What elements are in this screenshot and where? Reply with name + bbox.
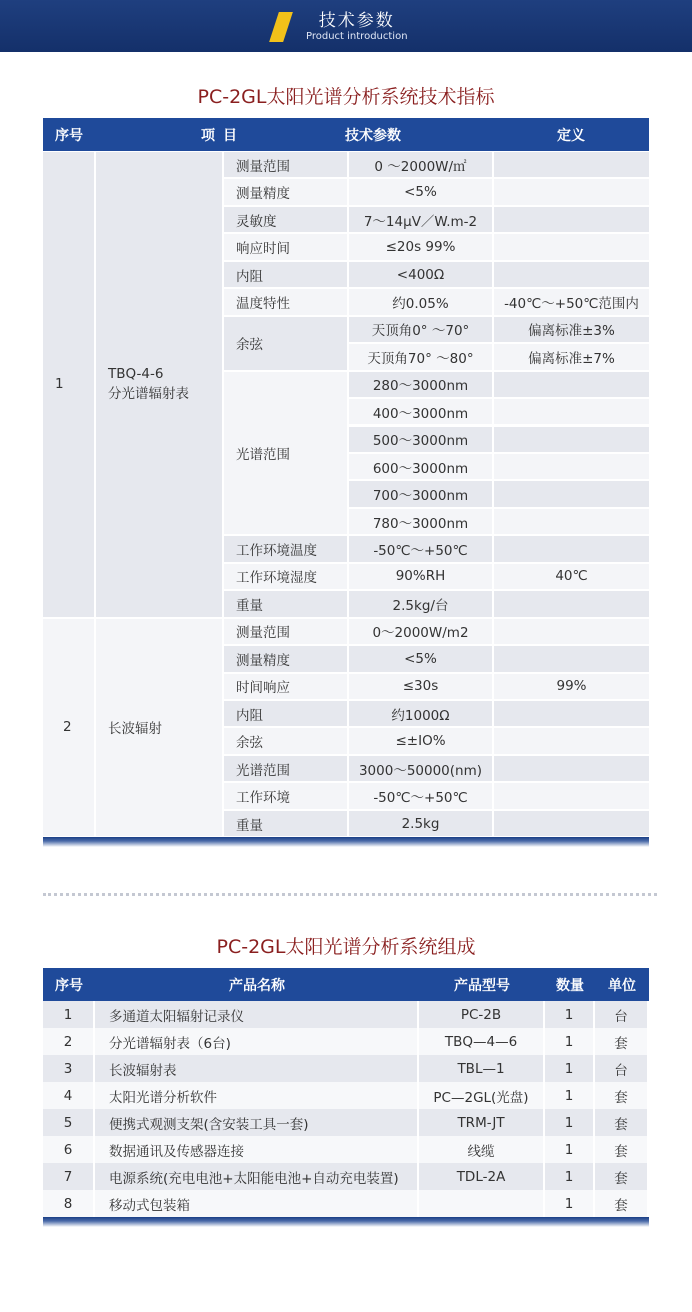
section-divider xyxy=(43,893,657,896)
cell-model: TDL-2A xyxy=(419,1163,545,1190)
cell-model: PC—2GL(光盘) xyxy=(419,1082,545,1109)
composition-table-body xyxy=(43,1001,649,1217)
row-def xyxy=(494,728,649,753)
row-param: 500～3000nm xyxy=(349,427,492,452)
cell-qty: 1 xyxy=(545,1082,595,1109)
row-param: 0 ～2000W/㎡ xyxy=(349,152,492,177)
row-param: <5% xyxy=(349,179,492,204)
row-label: 测量范围 xyxy=(224,619,347,644)
cell-name: 电源系统(充电电池+太阳能电池+自动充电装置) xyxy=(95,1163,419,1190)
header-seq: 序号 xyxy=(55,127,83,144)
row-param: 约1000Ω xyxy=(349,701,492,726)
cell-name: 长波辐射表 xyxy=(95,1055,419,1082)
composition-table-header xyxy=(43,968,649,1001)
cell-unit: 套 xyxy=(595,1163,649,1190)
cell-seq: 7 xyxy=(43,1163,95,1190)
row-def: 99% xyxy=(494,674,649,699)
table-row xyxy=(43,1028,649,1055)
row-def xyxy=(494,536,649,561)
row-label: 测量精度 xyxy=(224,646,347,671)
row-label: 灵敏度 xyxy=(224,207,347,232)
header-model: 产品型号 xyxy=(454,977,510,994)
row-label: 工作环境湿度 xyxy=(224,564,347,589)
row-param: 3000～50000(nm) xyxy=(349,756,492,781)
row-label: 余弦 xyxy=(224,728,347,753)
cell-unit: 台 xyxy=(595,1001,649,1028)
row-def xyxy=(494,454,649,479)
cell-name: 多通道太阳辐射记录仪 xyxy=(95,1001,419,1028)
cell-seq: 4 xyxy=(43,1082,95,1109)
banner-inner xyxy=(274,8,408,46)
row-param: <400Ω xyxy=(349,262,492,287)
cell-model xyxy=(419,1190,545,1217)
header-seq: 序号 xyxy=(55,977,83,994)
cell-qty: 1 xyxy=(545,1055,595,1082)
row-def xyxy=(494,701,649,726)
cell-unit: 套 xyxy=(595,1136,649,1163)
row-label: 内阻 xyxy=(224,701,347,726)
cell-seq: 6 xyxy=(43,1136,95,1163)
spec-table-header xyxy=(43,118,649,151)
row-param: 700～3000nm xyxy=(349,481,492,506)
header-item-a: 项 xyxy=(201,127,215,144)
row-def xyxy=(494,509,649,534)
row-param: 0～2000W/m2 xyxy=(349,619,492,644)
row-def xyxy=(494,207,649,232)
row-param: <5% xyxy=(349,646,492,671)
row-def xyxy=(494,234,649,259)
spec-section-title: PC-2GL太阳光谱分析系统技术指标 xyxy=(197,86,495,108)
row-def: 偏离标准±3% xyxy=(494,317,649,342)
row-label: 重量 xyxy=(224,591,347,616)
cell-name: 移动式包装箱 xyxy=(95,1190,419,1217)
cell-model: TRM-JT xyxy=(419,1109,545,1136)
spec-table-body xyxy=(43,151,649,837)
cell-unit: 套 xyxy=(595,1082,649,1109)
row-def xyxy=(494,646,649,671)
row-label: 余弦 xyxy=(224,317,347,370)
row-param: 7～14μV／W.m-2 xyxy=(349,207,492,232)
group-name-line: TBQ-4-6 xyxy=(108,366,164,383)
header-banner xyxy=(0,0,692,52)
row-param: 780～3000nm xyxy=(349,509,492,534)
cell-qty: 1 xyxy=(545,1028,595,1055)
row-def xyxy=(494,152,649,177)
group-seq: 1 xyxy=(43,152,94,617)
row-param: ≤±IO% xyxy=(349,728,492,753)
cell-seq: 2 xyxy=(43,1028,95,1055)
row-label: 响应时间 xyxy=(224,234,347,259)
row-def xyxy=(494,262,649,287)
banner-subtitle: Product introduction xyxy=(306,31,408,42)
row-param: 约0.05% xyxy=(349,289,492,314)
table-shadow xyxy=(43,1217,649,1227)
cell-model: TBQ—4—6 xyxy=(419,1028,545,1055)
row-label: 光谱范围 xyxy=(224,372,347,535)
cell-name: 数据通讯及传感器连接 xyxy=(95,1136,419,1163)
composition-section-title: PC-2GL太阳光谱分析系统组成 xyxy=(216,936,476,958)
cell-model: 线缆 xyxy=(419,1136,545,1163)
table-shadow xyxy=(43,837,649,847)
cell-unit: 套 xyxy=(595,1190,649,1217)
row-param: ≤20s 99% xyxy=(349,234,492,259)
row-label: 重量 xyxy=(224,811,347,836)
header-name: 产品名称 xyxy=(229,977,285,994)
row-label: 内阻 xyxy=(224,262,347,287)
row-param: 600～3000nm xyxy=(349,454,492,479)
table-row xyxy=(43,1190,649,1217)
group-name: 长波辐射 xyxy=(96,619,222,837)
row-label: 光谱范围 xyxy=(224,756,347,781)
row-def xyxy=(494,811,649,836)
table-row xyxy=(43,1136,649,1163)
row-def xyxy=(494,427,649,452)
cell-seq: 3 xyxy=(43,1055,95,1082)
row-param: 90%RH xyxy=(349,564,492,589)
header-qty: 数量 xyxy=(556,977,584,994)
header-item-b: 目 xyxy=(223,127,237,144)
table-row xyxy=(43,1109,649,1136)
banner-title: 技术参数 xyxy=(318,11,395,31)
cell-model: TBL—1 xyxy=(419,1055,545,1082)
cell-unit: 台 xyxy=(595,1055,649,1082)
row-def xyxy=(494,481,649,506)
table-row xyxy=(43,1001,649,1028)
table-row xyxy=(43,1163,649,1190)
row-def xyxy=(494,372,649,397)
banner-bar-icon xyxy=(269,12,293,42)
cell-name: 太阳光谱分析软件 xyxy=(95,1082,419,1109)
cell-qty: 1 xyxy=(545,1109,595,1136)
row-def xyxy=(494,179,649,204)
row-param: -50℃～+50℃ xyxy=(349,783,492,808)
cell-seq: 8 xyxy=(43,1190,95,1217)
row-param: 天顶角70° ～80° xyxy=(349,344,492,369)
row-label: 温度特性 xyxy=(224,289,347,314)
row-param: 2.5kg xyxy=(349,811,492,836)
row-param: 天顶角0° ～70° xyxy=(349,317,492,342)
composition-table xyxy=(43,968,649,1227)
cell-qty: 1 xyxy=(545,1136,595,1163)
spec-table xyxy=(43,118,649,847)
row-def xyxy=(494,756,649,781)
row-def xyxy=(494,399,649,424)
table-row xyxy=(43,1082,649,1109)
group-name-line: 分光谱辐射表 xyxy=(108,386,189,403)
cell-qty: 1 xyxy=(545,1001,595,1028)
row-def xyxy=(494,591,649,616)
header-unit: 单位 xyxy=(608,977,636,994)
cell-name: 便携式观测支架(含安装工具一套) xyxy=(95,1109,419,1136)
cell-model: PC-2B xyxy=(419,1001,545,1028)
group-name xyxy=(96,152,222,617)
cell-unit: 套 xyxy=(595,1028,649,1055)
row-def xyxy=(494,783,649,808)
row-label: 时间响应 xyxy=(224,674,347,699)
cell-qty: 1 xyxy=(545,1163,595,1190)
row-param: 400～3000nm xyxy=(349,399,492,424)
row-label: 测量范围 xyxy=(224,152,347,177)
row-label: 工作环境温度 xyxy=(224,536,347,561)
row-param: ≤30s xyxy=(349,674,492,699)
row-label: 工作环境 xyxy=(224,783,347,808)
cell-seq: 1 xyxy=(43,1001,95,1028)
row-param: -50℃～+50℃ xyxy=(349,536,492,561)
table-row xyxy=(43,1055,649,1082)
row-param: 280～3000nm xyxy=(349,372,492,397)
header-def: 定义 xyxy=(557,127,585,144)
cell-qty: 1 xyxy=(545,1190,595,1217)
cell-name: 分光谱辐射表（6台) xyxy=(95,1028,419,1055)
row-def xyxy=(494,619,649,644)
row-label: 测量精度 xyxy=(224,179,347,204)
row-def: 偏离标准±7% xyxy=(494,344,649,369)
row-param: 2.5kg/台 xyxy=(349,591,492,616)
row-def: -40℃～+50℃范围内 xyxy=(494,289,649,314)
cell-seq: 5 xyxy=(43,1109,95,1136)
row-def: 40℃ xyxy=(494,564,649,589)
group-seq: 2 xyxy=(43,619,94,837)
header-param: 技术参数 xyxy=(345,127,401,144)
banner-text xyxy=(306,11,408,43)
cell-unit: 套 xyxy=(595,1109,649,1136)
